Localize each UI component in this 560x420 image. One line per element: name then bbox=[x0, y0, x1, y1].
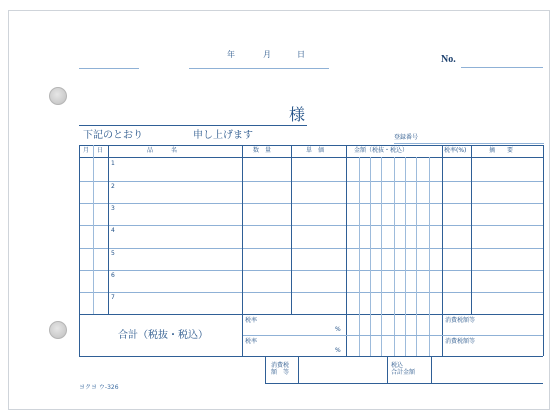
tax-rate-label-2: 税率 bbox=[245, 338, 258, 345]
row-separator-3 bbox=[79, 225, 543, 226]
col-line-day bbox=[108, 145, 109, 314]
tax-incl-total-label: 税込 合計金額 bbox=[391, 362, 416, 377]
tax-amount-label-2: 消費税額等 bbox=[445, 338, 476, 345]
summary-box-label-divider-2 bbox=[431, 356, 432, 383]
total-label: 合計（税抜・税込） bbox=[118, 330, 208, 341]
row-separator-6 bbox=[79, 292, 543, 293]
row-separator-5 bbox=[79, 270, 543, 271]
totals-divider bbox=[242, 314, 243, 356]
row-separator-2 bbox=[79, 203, 543, 204]
header-remarks: 摘 要 bbox=[489, 147, 514, 154]
col-line-month bbox=[93, 145, 94, 314]
tax-amount-label-1: 消費税額等 bbox=[445, 317, 476, 324]
greeting-left-text: 下記のとおり bbox=[83, 130, 143, 141]
summary-bottom-line bbox=[265, 383, 543, 384]
month-label: 月 bbox=[263, 50, 271, 59]
col-line-unit-price bbox=[346, 145, 347, 356]
tax-rate-label-1: 税率 bbox=[245, 317, 258, 324]
date-left-line bbox=[79, 68, 139, 69]
table-top-border bbox=[79, 145, 543, 146]
recipient-sama-label: 様 bbox=[289, 105, 306, 124]
summary-box-left bbox=[265, 356, 266, 383]
invoice-sheet bbox=[8, 10, 550, 410]
row-number-7: 7 bbox=[111, 294, 115, 301]
table-body-bottom-border bbox=[79, 314, 543, 315]
row-number-2: 2 bbox=[111, 183, 115, 190]
registration-number-label: 登録番号 bbox=[394, 134, 419, 141]
amount-subcol-3 bbox=[381, 157, 382, 356]
date-line bbox=[189, 68, 329, 69]
col-line-quantity bbox=[291, 145, 292, 314]
row-separator-4 bbox=[79, 248, 543, 249]
header-day: 日 bbox=[97, 147, 104, 154]
amount-subcol-7 bbox=[429, 157, 430, 356]
amount-subcol-5 bbox=[405, 157, 406, 356]
col-line-tax-rate bbox=[442, 145, 443, 356]
percent-label-1: % bbox=[335, 326, 341, 333]
year-label: 年 bbox=[227, 50, 235, 59]
amount-subcol-6 bbox=[416, 157, 417, 356]
table-header-bottom-border bbox=[79, 157, 543, 158]
binder-hole-bottom bbox=[49, 321, 67, 339]
row-number-3: 3 bbox=[111, 205, 115, 212]
header-quantity: 数 量 bbox=[253, 147, 272, 154]
day-label: 日 bbox=[297, 50, 305, 59]
product-code: ヨクヨ ウ-326 bbox=[79, 384, 119, 391]
col-line-right bbox=[543, 145, 544, 356]
consumption-tax-label: 消費税 額 等 bbox=[271, 362, 290, 377]
summary-box-mid bbox=[387, 356, 388, 383]
summary-box-label-divider-1 bbox=[298, 356, 299, 383]
row-number-4: 4 bbox=[111, 227, 115, 234]
percent-label-2: % bbox=[335, 347, 341, 354]
invoice-number-label: No. bbox=[441, 54, 456, 65]
totals-bottom-line bbox=[79, 356, 543, 357]
col-line-item bbox=[242, 145, 243, 314]
amount-subcol-2 bbox=[370, 157, 371, 356]
header-tax-rate: 税率(%) bbox=[444, 147, 467, 154]
header-item: 品 名 bbox=[147, 147, 178, 154]
amount-subcol-1 bbox=[359, 157, 360, 356]
header-month: 月 bbox=[83, 147, 90, 154]
totals-mid-line bbox=[242, 335, 543, 336]
col-line-remarks bbox=[471, 145, 472, 314]
greeting-right-text: 申し上げます bbox=[193, 130, 253, 141]
row-number-6: 6 bbox=[111, 272, 115, 279]
registration-number-line bbox=[394, 143, 544, 144]
row-number-1: 1 bbox=[111, 160, 115, 167]
col-line-left bbox=[79, 145, 80, 356]
row-separator-1 bbox=[79, 181, 543, 182]
invoice-number-line bbox=[461, 67, 543, 68]
recipient-line bbox=[79, 125, 307, 126]
amount-subcol-4 bbox=[394, 157, 395, 356]
binder-hole-top bbox=[49, 87, 67, 105]
header-amount: 金額（税抜・税込） bbox=[354, 147, 409, 154]
row-number-5: 5 bbox=[111, 250, 115, 257]
header-unit-price: 単 価 bbox=[306, 147, 325, 154]
